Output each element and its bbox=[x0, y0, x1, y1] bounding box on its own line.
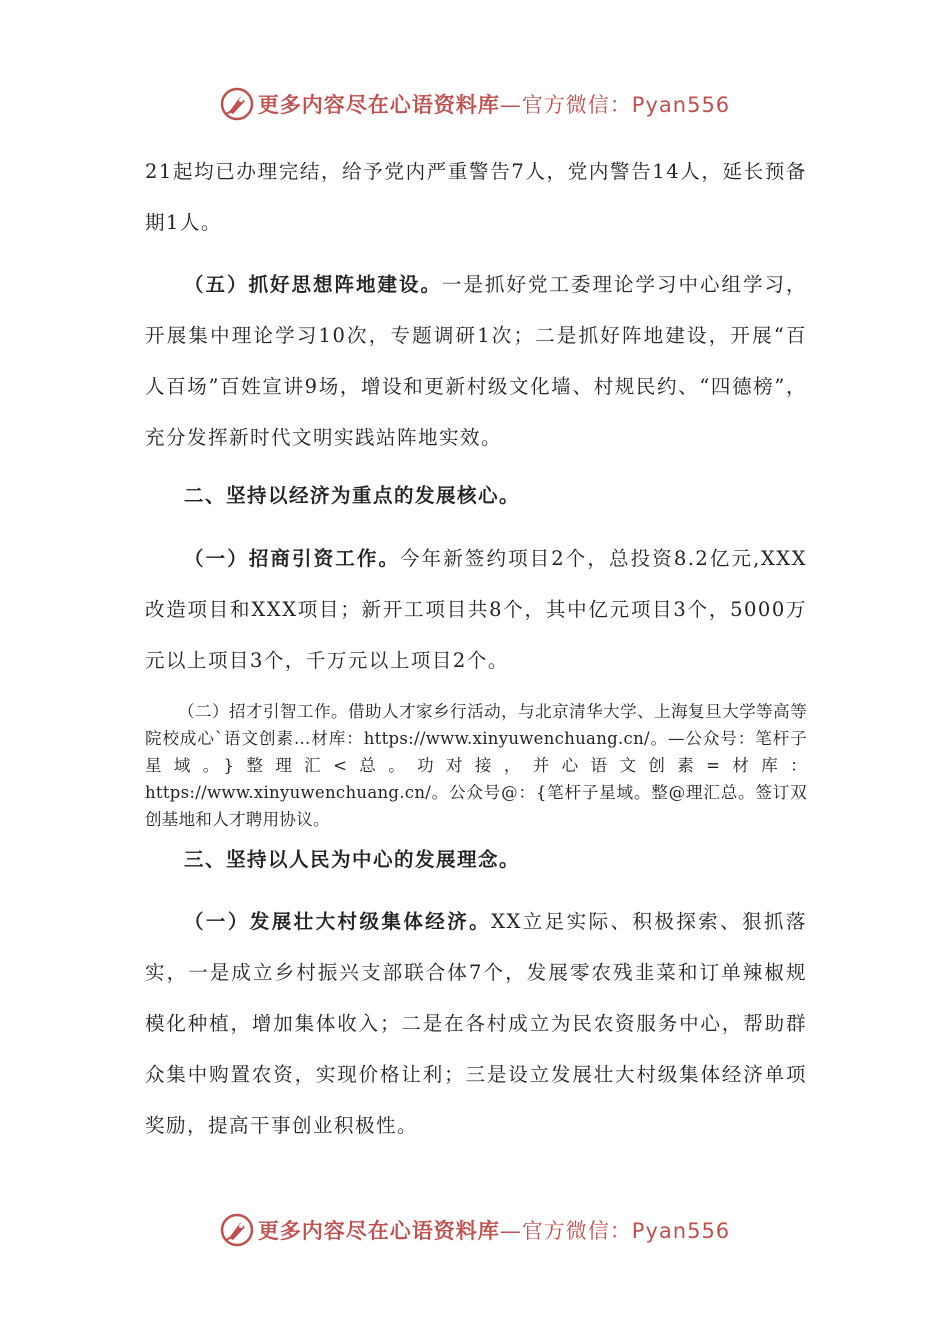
paragraph-ideology: （五）抓好思想阵地建设。一是抓好党工委理论学习中心组学习，开展集中理论学习10次，专题调研1次；二是抓好阵地建设，开展“百人百场”百姓宣讲9场，增设和更新村级文化墙、村规民约、“四德榜”，充分发挥新时代文明实践站阵地实效。 bbox=[145, 273, 807, 449]
paragraph-heading: （一）发展壮大村级集体经济。 bbox=[184, 910, 492, 933]
paragraph-talent: （二）招才引智工作。借助人才家乡行活动，与北京清华大学、上海复旦大学等高等院校成心`语文创素…材库：https://www.xinyuwenchuang.cn/。—公众号：笔杆子星域。}整理汇<总。功对接，并心语文创素=材库：https://www.xinyuwenchuang.cn/。公众号@：{笔杆子星域。整@理汇总。签订双创基地和人才聘用协议。 bbox=[145, 702, 807, 829]
section-heading-people: 三、坚持以人民为中心的发展理念。 bbox=[184, 848, 521, 871]
banner-title: 更多内容尽在心语资料库 bbox=[257, 1219, 500, 1243]
pen-nib-logo-icon bbox=[220, 1213, 254, 1247]
paragraph-heading: （一）招商引资工作。 bbox=[184, 547, 401, 570]
pen-nib-logo-icon bbox=[220, 87, 254, 121]
section-heading-economy: 二、坚持以经济为重点的发展核心。 bbox=[184, 484, 521, 507]
banner-title: 更多内容尽在心语资料库 bbox=[257, 93, 500, 117]
header-banner bbox=[0, 84, 950, 124]
banner-wechat: —官方微信：Pyan556 bbox=[499, 93, 731, 117]
paragraph-investment: （一）招商引资工作。今年新签约项目2个，总投资8.2亿元,XXX改造项目和XXX项目；新开工项目共8个，其中亿元项目3个，5000万元以上项目3个，千万元以上项目2个。 bbox=[145, 547, 807, 672]
banner-wechat: —官方微信：Pyan556 bbox=[499, 1219, 731, 1243]
footer-banner bbox=[0, 1210, 950, 1250]
paragraph-heading: （五）抓好思想阵地建设。 bbox=[184, 273, 442, 296]
paragraph-continued: 21起均已办理完结，给予党内严重警告7人，党内警告14人，延长预备期1人。 bbox=[145, 160, 807, 234]
paragraph-collective-economy: （一）发展壮大村级集体经济。XX立足实际、积极探索、狠抓落实，一是成立乡村振兴支部联合体7个，发展零农残韭菜和订单辣椒规模化种植，增加集体收入；二是在各村成立为民农资服务中心，帮助群众集中购置农资，实现价格让利；三是设立发展壮大村级集体经济单项奖励，提高干事创业积极性。 bbox=[145, 910, 807, 1137]
